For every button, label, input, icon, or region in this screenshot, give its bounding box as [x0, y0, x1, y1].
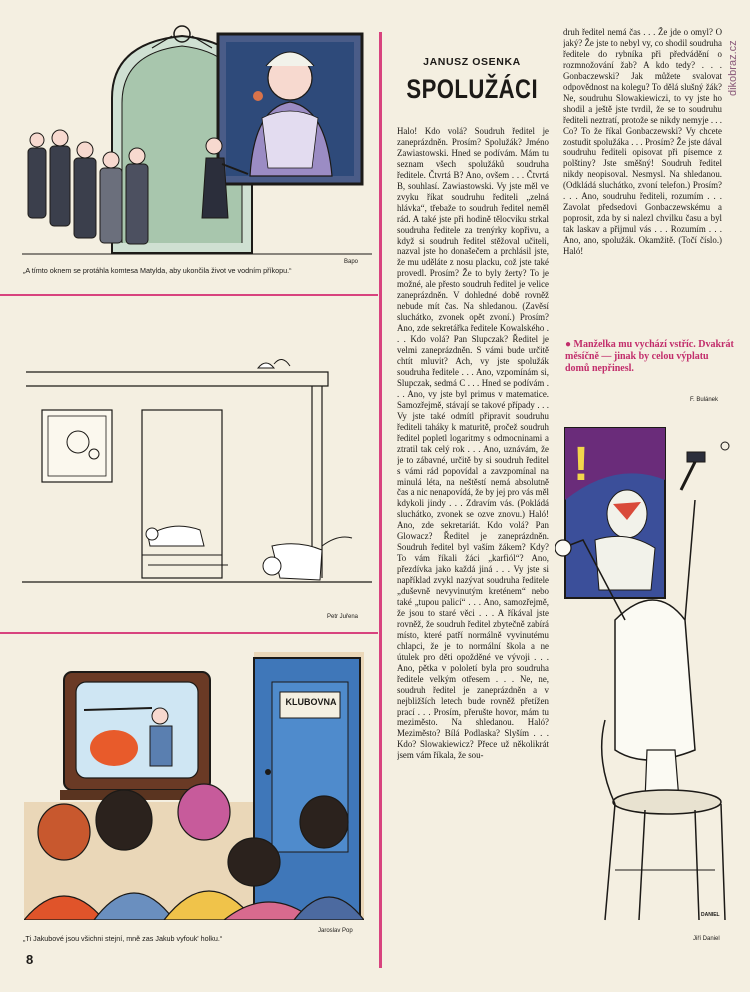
cartoon-top-caption: „A tímto oknem se protáhla komtesa Matylda, aby ukončila život ve vodním příkopu.“: [23, 266, 292, 275]
side-note-text: Manželka mu vychází vstříc. Dvakrát měsíčně — jinak by celou výplatu domů nepřinesl.: [565, 339, 734, 374]
side-note: [565, 339, 735, 375]
side-note-credit: F. Bulánek: [690, 397, 719, 403]
cartoon-top-credit: Bapo: [344, 259, 359, 265]
divider-top: [0, 294, 378, 296]
watermark: dikobraz.cz: [727, 40, 739, 96]
article-column-1: [397, 126, 549, 952]
side-note-bullet: ●: [565, 339, 572, 350]
cartoon-bottom-credit: Jaroslav Pop: [318, 928, 353, 934]
cartoon-bottom-caption: „Ti Jakubové jsou všichni stejní, mně zas Jakub vyfouk' holku.“: [23, 934, 223, 943]
article-col2-text: druh ředitel nemá čas . . . Že jde o omyl? O jaký? Že jste to nebyl vy, co shodil soudruha ředitele do rybníka při předvádění o rozmnožování žab? A kdo tedy? . . . Gonbaczewski? Jak můžete svalovat odpovědnost na kolegu? To dělá slušný žák? Ne, soudruhu Slowakiewiczi, to vy jste ho shodil a ještě jste tvrdil, že se to soudruhu řediteli neztratí, protože se nikdy nemyje . . . Co? To že říkal Gonbaczewski? Vy chcete zostudit spolužáka . . . Prosím? Že jste dával soudruhu řediteli opisovat při písemce z polštiny? Jste směšný! Soudruh ředitel nikdy neopisoval. Nesmysl. Na shledanou. (Odkládá sluchátko, zvoní telefon.) Prosím? . . . Ano, soudruhu řediteli, rozumím . . . Zavolat předsedovi Gonbaczewskému a poprosit, zda by si nalezl chvilku času a byl tak laskav a přijmul vás . . . Rozumím . . . Ano, ano, spolužák. Okamžitě. (Točí číslo.) Haló!: [563, 27, 722, 257]
article-title: SPOLUŽÁCI: [406, 74, 539, 104]
divider-vertical: [379, 32, 382, 968]
article-col1-text: Halo! Kdo volá? Soudruh ředitel je zaneprázdněn. Prosím? Spolužák? Jméno Zawiastowski. Hned se podívám. Mám tu seznam všech spolužáků soudruha ředitele. Čtvrtá B? Ano, ovšem . . . Čtvrtá B, souhlasí. Zawiastowski. Vy jste měl ve zvyku říkat soudruhu řediteli „zelná hlávka“, třebaže to soudruh ředitel neměl rád. A také jste při hodině tělocviku strkal soudruha ředitele za trenýrky kopřivu, a když si soudruh ředitel stěžoval učiteli, nazval jste ho donašečem a prchlásil jste, že mu uděláte z nosu placku, což jste také provedl. Prosím? Že to byly žerty? To je možné, ale přesto soudruh ředitel je velice zaneprázdněn. V dohledné době rovněž nebude mít čas. Na shledanou. (Zavěsí sluchátko, zvonek opět zvoní.) Prosím? Ano, zde sekretářka ředitele Kowalského . . . Kdo volá? Pan Slupczak? Ředitel je velmi zaneprázdněn. S vámi bude určitě chtít mluvit? Ach, vy jste spolužák soudruha ředitele . . . Ano, vzpomínám si, Slupczak, sedmá C . . . Hned se podívám . . . Ano, vy jste byl primus v matematice. Samozřejmě, stávají se takové případy . . . Vy jste také odmítl připravit soudruhu řediteli taháky k maturitě, pročež soudruh ředitel popletl logaritmy s odmocninami a ztratil tak celý rok . . . Ano, uznávám, že je to zábavné, určitě by si soudruh ředitel s vámi rád popovídal a zavzpomínal na minulá léta, na neštěstí nemá absolutně čas a nic nenapovídá, že by jej pro vás měl kdykoli jindy . . . Zdravím vás. (Pokládá sluchátko, zvonek se ozve znovu.) Haló! Ano, zde sekretariát. Kdo volá? Pan Glowacz? Ředitel je zaneprázdněn. Soudruh ředitel byl vaším žákem? Kdy? To vám říkali žáci „karfiól“? Ano, přezdívka jako každá jiná . . . Vy jste si například zvykl nazývat soudruha ředitele „duševně nevyvinutým kreténem“ nebo také „tupou palicí“ . . . Ano, samozřejmě, že jsou to staré věci . . . A říkával jste rovněž, že soudruh ředitel zbytečně zabírá místo, které patří normálně vyvinutému chlapci, že je to normální škola a ne útulek pro děti opožděné ve vývoji . . . Ano, pětka v pololetí byla pro soudruha ředitele velkým otřesem . . . Ne, ne, soudruh ředitel je zaneprázdněn a v nejbližších letech bude rovněž přetížen prací . . . Prosím, přerušte hovor, mám tu meziměsto. Na shledanou. Haló? Meziměsto? Bílá Podlaska? Slyším . . . Kdo? Slowakiewicz? Přece už několikrát jsem vám říkala, že sou-: [397, 126, 549, 761]
svg-text:!: !: [573, 438, 589, 491]
divider-middle: [0, 632, 378, 634]
cartoon-top: [22, 18, 372, 258]
cartoon-right-drawing: [555, 420, 735, 940]
cartoon-top-drawing: [22, 18, 372, 258]
cartoon-middle-drawing: [22, 350, 372, 600]
cartoon-bottom: [24, 652, 364, 920]
article-author: JANUSZ OSENKA: [423, 56, 521, 68]
page-number: 8: [26, 952, 34, 967]
article-column-2: [563, 27, 722, 327]
cartoon-bottom-drawing: [24, 652, 364, 920]
cartoon-right: [555, 420, 735, 940]
cartoon-middle-credit: Petr Juřena: [327, 614, 359, 620]
cartoon-right-signature: DANIEL: [701, 912, 720, 918]
cartoon-middle: [22, 350, 372, 600]
door-sign: KLUBOVNA: [285, 697, 337, 707]
cartoon-right-credit: Jiří Daniel: [693, 936, 720, 942]
